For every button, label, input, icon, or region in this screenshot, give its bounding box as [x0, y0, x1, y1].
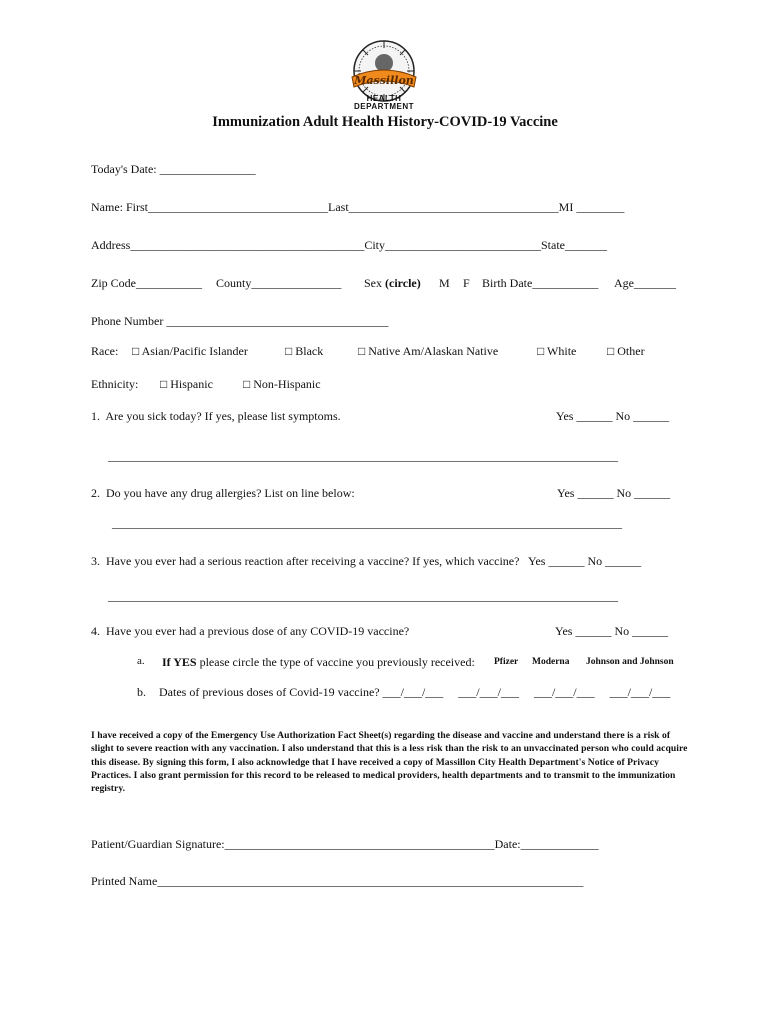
todays-date-field[interactable]: Today's Date: ________________: [91, 162, 256, 176]
question-1-text: 1. Are you sick today? If yes, please list symptoms.: [91, 409, 341, 423]
sex-label-text: Sex: [364, 276, 385, 290]
race-option-native-am-alaskan-native[interactable]: □ Native Am/Alaskan Native: [358, 344, 499, 358]
ethnicity-option-non-hispanic[interactable]: □ Non-Hispanic: [243, 377, 321, 391]
birth-date-field[interactable]: Birth Date___________: [482, 276, 599, 290]
sex-option-f[interactable]: F: [463, 276, 470, 290]
sex-option-m[interactable]: M: [439, 276, 450, 290]
question-1-yes-no[interactable]: Yes ______ No ______: [556, 409, 670, 423]
question-2-yes-no[interactable]: Yes ______ No ______: [557, 486, 671, 500]
question-4-yes-no[interactable]: Yes ______ No ______: [555, 624, 669, 638]
signature-and-date-line[interactable]: Patient/Guardian Signature:_____________________________________________Date:_____________: [91, 837, 599, 851]
sex-circle-instruction: (circle): [385, 276, 421, 290]
zip-code-field[interactable]: Zip Code___________: [91, 276, 202, 290]
vaccine-option-pfizer[interactable]: Pfizer: [494, 657, 519, 667]
question-2-text: 2. Do you have any drug allergies? List on line below:: [91, 486, 355, 500]
question-2-answer-line[interactable]: _____________________________________________________________________________________: [112, 516, 622, 530]
question-4b-marker: b.: [137, 685, 146, 699]
logo-line-health: HEALTH: [366, 94, 402, 103]
phone-number-field[interactable]: Phone Number _____________________________________: [91, 314, 389, 328]
vaccine-option-moderna[interactable]: Moderna: [532, 657, 570, 667]
race-option-other[interactable]: □ Other: [607, 344, 645, 358]
race-option-asian-pacific-islander[interactable]: □ Asian/Pacific Islander: [132, 344, 248, 358]
name-fields-row[interactable]: Name: First______________________________Last___________________________________MI ________: [91, 200, 625, 214]
age-field[interactable]: Age_______: [614, 276, 676, 290]
ethnicity-option-hispanic[interactable]: □ Hispanic: [160, 377, 213, 391]
race-option-black[interactable]: □ Black: [285, 344, 324, 358]
printed-name-line[interactable]: Printed Name_______________________________________________________________________: [91, 874, 584, 888]
question-3-answer-line[interactable]: _____________________________________________________________________________________: [108, 589, 618, 603]
question-4a-marker: a.: [137, 655, 145, 667]
question-1-answer-line[interactable]: _____________________________________________________________________________________: [108, 449, 618, 463]
question-4a-if-yes: If YES: [162, 655, 197, 669]
form-title: Immunization Adult Health History-COVID-19 Vaccine: [212, 114, 558, 130]
ethnicity-label: Ethnicity:: [91, 377, 139, 391]
question-4b-dates-of-previous-doses[interactable]: Dates of previous doses of Covid-19 vaccine? ___/___/___ ___/___/___ ___/___/___ ___/___/___: [159, 685, 671, 699]
consent-notice-paragraph: I have received a copy of the Emergency Use Authorization Fact Sheet(s) regarding the disease and vaccine and understand there is a risk of slight to severe reaction with any vaccination. I also understand that this is a less risk than the risk to an unvaccinated person who could acquire this disease. By signing this form, I also acknowledge that I have received a copy of Massillon City Health Department's Notice of Privacy Practices. I also grant permission for this record to be released to medical providers, health departments and to transmit to the immunization registry.: [91, 730, 688, 795]
vaccine-option-johnson-and-johnson[interactable]: Johnson and Johnson: [586, 657, 674, 667]
question-4a-instruction: please circle the type of vaccine you previously received:: [196, 655, 475, 669]
question-3-text[interactable]: 3. Have you ever had a serious reaction after receiving a vaccine? If yes, which vaccine? Yes ______ No ______: [91, 554, 642, 568]
race-option-white[interactable]: □ White: [537, 344, 577, 358]
logo-line-department: DEPARTMENT: [354, 102, 414, 111]
race-label: Race:: [91, 344, 119, 358]
svg-text:Massillon: Massillon: [354, 74, 414, 87]
question-4a-text: [162, 656, 475, 668]
address-fields-row[interactable]: Address_______________________________________City__________________________State_______: [91, 238, 607, 252]
question-4-text: 4. Have you ever had a previous dose of any COVID-19 vaccine?: [91, 624, 410, 638]
sex-label: [364, 277, 421, 289]
county-field[interactable]: County_______________: [216, 276, 342, 290]
